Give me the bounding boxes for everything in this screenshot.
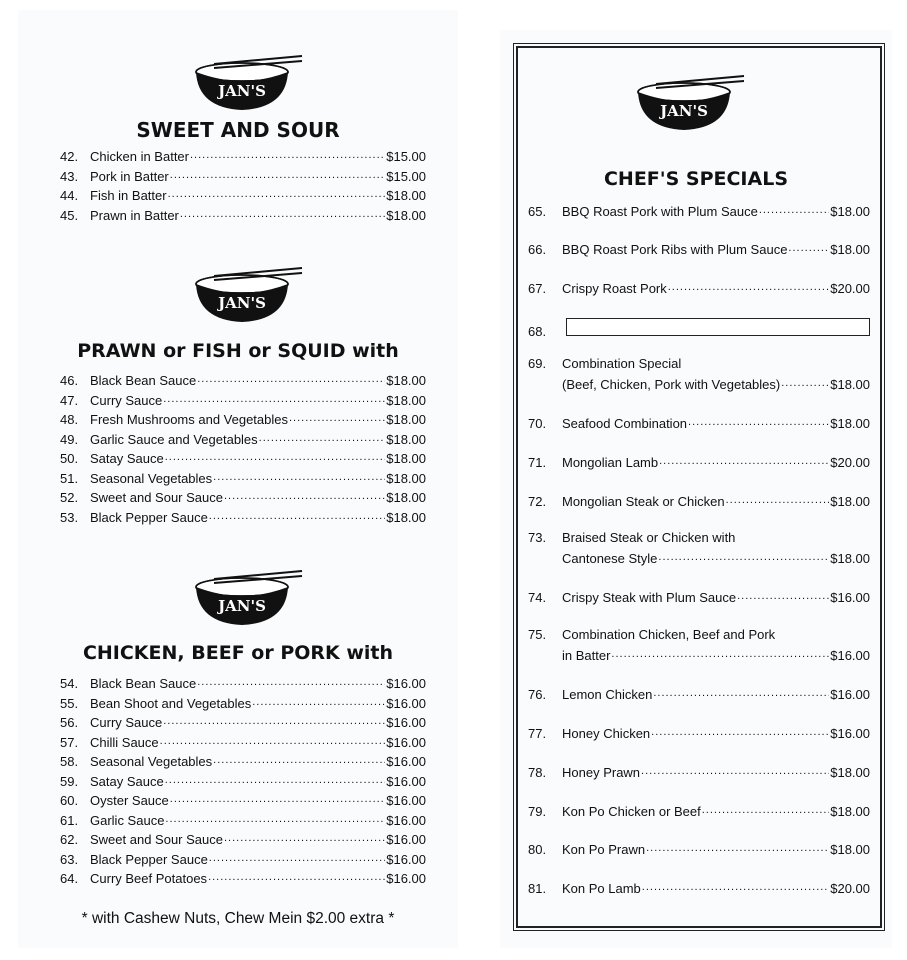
special-item-line [528,549,870,566]
item-price: $18.00 [386,490,426,505]
item-price: $16.00 [386,773,426,789]
bowl-chopsticks-icon [184,565,304,631]
item-number: 49. [60,431,79,447]
item-number: 69. [528,356,547,371]
menu-item [60,733,426,753]
dot-leader [688,414,829,428]
menu-item [60,830,426,850]
item-price: $18.00 [386,470,426,486]
item-name: Chilli Sauce [90,734,159,750]
menu-item [60,850,426,870]
dot-leader [180,206,385,220]
dot-leader [208,869,385,883]
item-name: Lemon Chicken [562,687,653,702]
item-name: Garlic Sauce and Vegetables [90,431,258,447]
item-number: 55. [60,695,79,711]
item-name: Seafood Combination [562,416,688,431]
item-price: $16.00 [386,832,426,847]
jans-logo [184,50,304,116]
item-name: Kon Po Chicken or Beef [562,804,701,819]
menu-item [60,449,426,469]
section-heading-chefs-specials: CHEF'S SPECIALS [603,168,789,190]
right-menu-page [500,30,892,948]
item-name: Honey Prawn [562,765,641,780]
special-item-line [528,646,870,663]
special-item [528,202,870,219]
item-price: $16.00 [386,715,426,730]
item-number: 73. [528,530,547,545]
special-item [528,724,870,741]
item-number: 65. [528,204,547,219]
dot-leader [611,646,829,660]
dot-leader [653,685,829,699]
item-number: 75. [528,627,547,642]
item-name: Chicken in Batter [90,149,189,164]
item-price: $16.00 [830,648,870,663]
special-item [528,530,870,566]
item-price: $18.00 [386,207,426,223]
bowl-chopsticks-icon [184,262,304,328]
section-heading-prawn-fish-squid: PRAWN or FISH or SQUID with [77,340,399,362]
item-price: $18.00 [386,412,426,427]
item-name: Mongolian Steak or Chicken [562,494,725,509]
special-item [528,318,870,339]
menu-item [60,488,426,508]
item-price: $18.00 [386,373,426,388]
special-item [528,802,870,819]
item-name: Garlic Sauce [90,812,165,828]
special-item [528,492,870,509]
menu-item [60,869,426,889]
dot-leader [213,752,385,766]
special-item-line [528,356,870,371]
item-name: Honey Chicken [562,726,651,741]
item-number: 74. [528,590,547,605]
special-item [528,627,870,663]
special-item-line [528,588,870,605]
item-name-continued: (Beef, Chicken, Pork with Vegetables) [562,377,781,392]
item-price: $16.00 [386,871,426,886]
dot-leader [642,879,829,893]
special-item [528,763,870,780]
item-number: 77. [528,726,547,741]
dot-leader [197,371,385,385]
special-item-line [528,763,870,780]
menu-item [60,811,426,831]
item-price: $18.00 [386,188,426,203]
item-number: 46. [60,373,79,388]
dot-leader [209,850,385,864]
dot-leader [190,147,385,161]
item-name: Crispy Steak with Plum Sauce [562,590,737,605]
special-item-line [528,414,870,431]
item-number: 53. [60,509,79,525]
prawn-fish-squid-list [60,371,426,527]
item-price: $16.00 [386,851,426,867]
item-name: Curry Beef Potatoes [90,871,208,886]
dot-leader [170,791,385,805]
dot-leader [197,674,385,688]
dot-leader [646,840,829,854]
item-number: 45. [60,207,79,223]
item-number: 72. [528,494,547,509]
special-item [528,414,870,431]
item-name: Seasonal Vegetables [90,754,213,769]
item-price: $16.00 [386,793,426,808]
section-heading-chicken-beef-pork: CHICKEN, BEEF or PORK with [82,642,394,664]
dot-leader [659,453,829,467]
dot-leader [641,763,829,777]
dot-leader [165,449,386,463]
special-item-line [528,453,870,470]
menu-item [60,694,426,714]
menu-item [60,391,426,411]
dot-leader [259,430,386,444]
special-item-line [528,685,870,702]
special-item-line [528,840,870,857]
item-price: $18.00 [830,804,870,819]
item-name: Black Bean Sauce [90,373,197,388]
item-number: 60. [60,793,79,808]
item-price: $20.00 [830,281,870,296]
section-heading-sweet-sour: SWEET AND SOUR [136,118,340,142]
item-price: $18.00 [830,416,870,431]
item-name: Black Pepper Sauce [90,509,208,525]
item-price: $18.00 [386,431,426,447]
special-item-line [528,375,870,392]
special-item-line [528,240,870,257]
menu-item [60,410,426,430]
dot-leader [737,588,829,602]
special-item [528,240,870,257]
dot-leader [668,279,829,293]
menu-item [60,167,426,187]
item-price: $16.00 [386,812,426,828]
item-price: $20.00 [830,881,870,896]
item-name: Black Bean Sauce [90,676,197,691]
dot-leader [252,694,385,708]
bowl-chopsticks-icon [626,70,746,136]
item-name: Curry Sauce [90,715,163,730]
left-menu-page [18,10,458,948]
special-item-line [528,279,870,296]
dot-leader [170,167,385,181]
special-item [528,879,870,896]
bowl-chopsticks-icon [184,50,304,116]
item-number: 81. [528,881,547,896]
item-price: $18.00 [386,451,426,466]
menu-item [60,713,426,733]
item-price: $18.00 [830,765,870,780]
item-name: Fresh Mushrooms and Vegetables [90,412,288,427]
item-number: 47. [60,392,79,408]
item-price: $16.00 [830,726,870,741]
logo-text: JAN'S [218,597,266,615]
item-number: 67. [528,281,547,296]
menu-item [60,674,426,694]
item-price: $18.00 [386,509,426,525]
chicken-beef-pork-list [60,674,426,889]
special-item-line [528,202,870,219]
sweet-sour-list [60,147,426,225]
special-item-line [528,492,870,509]
item-number: 68. [528,324,547,339]
item-name: Sweet and Sour Sauce [90,832,223,847]
item-name: Prawn in Batter [90,207,179,223]
item-number: 70. [528,416,547,431]
item-price: $20.00 [830,455,870,470]
dot-leader [165,811,385,825]
item-name: Mongolian Lamb [562,455,659,470]
special-item [528,840,870,857]
item-name: Satay Sauce [90,773,164,789]
dot-leader [702,802,829,816]
special-item [528,453,870,470]
item-price: $18.00 [830,377,870,392]
item-number: 43. [60,168,79,184]
item-number: 56. [60,715,79,730]
special-item [528,588,870,605]
item-name: Fish in Batter [90,188,167,203]
item-number: 59. [60,773,79,789]
item-name: Kon Po Prawn [562,842,646,857]
item-number: 44. [60,188,79,203]
special-item-line [528,530,870,545]
dot-leader [781,375,829,389]
special-item-line [528,724,870,741]
dot-leader [726,492,830,506]
item-price: $15.00 [386,168,426,184]
logo-text: JAN'S [218,82,266,100]
item-name: BBQ Roast Pork with Plum Sauce [562,204,758,219]
menu-item [60,147,426,167]
item-number: 42. [60,149,79,164]
dot-leader [759,202,829,216]
item-price: $18.00 [830,842,870,857]
item-number: 50. [60,451,79,466]
item-number: 71. [528,455,547,470]
item-number: 80. [528,842,547,857]
item-number: 51. [60,470,79,486]
jans-logo [184,262,304,328]
menu-item [60,469,426,489]
dot-leader [224,488,385,502]
item-price: $16.00 [386,676,426,691]
dot-leader [658,549,829,563]
menu-item [60,206,426,226]
item-name-continued: in Batter [562,648,611,663]
item-name: Pork in Batter [90,168,169,184]
dot-leader [160,733,386,747]
special-item [528,685,870,702]
item-name-continued: Cantonese Style [562,551,658,566]
item-name: Satay Sauce [90,451,164,466]
item-name: Kon Po Lamb [562,881,641,896]
menu-item [60,791,426,811]
special-item [528,356,870,392]
item-number: 48. [60,412,79,427]
dot-leader [651,724,829,738]
dot-leader [163,391,385,405]
item-name: Sweet and Sour Sauce [90,490,223,505]
item-name: Braised Steak or Chicken with [562,530,736,545]
item-price: $15.00 [386,149,426,164]
item-name: Curry Sauce [90,392,163,408]
item-number: 66. [528,242,547,257]
logo-text: JAN'S [218,294,266,312]
menu-item [60,430,426,450]
item-price: $18.00 [830,494,870,509]
item-number: 76. [528,687,547,702]
dot-leader [213,469,385,483]
menu-item [60,508,426,528]
dot-leader [163,713,385,727]
item-price: $16.00 [386,695,426,711]
special-item-line [528,627,870,642]
item-number: 52. [60,490,79,505]
footnote: * with Cashew Nuts, Chew Mein $2.00 extra * [81,910,395,927]
dot-leader [224,830,385,844]
item-name: BBQ Roast Pork Ribs with Plum Sauce [562,242,788,257]
menu-item [60,752,426,772]
item-price: $18.00 [386,392,426,408]
item-name: Seasonal Vegetables [90,470,213,486]
item-price: $16.00 [830,590,870,605]
menu-item [60,186,426,206]
menu-item [60,371,426,391]
item-number: 78. [528,765,547,780]
special-item-line [528,879,870,896]
item-price: $16.00 [386,754,426,769]
jans-logo [184,565,304,631]
blank-item-box [566,318,870,336]
jans-logo [626,70,746,136]
special-item-line [528,318,870,339]
item-price: $18.00 [830,242,870,257]
item-name: Combination Chicken, Beef and Pork [562,627,776,642]
dot-leader [788,240,829,254]
dot-leader [209,508,385,522]
item-price: $16.00 [386,734,426,750]
item-number: 54. [60,676,79,691]
item-name: Bean Shoot and Vegetables [90,695,252,711]
item-price: $18.00 [830,551,870,566]
item-number: 62. [60,832,79,847]
dot-leader [289,410,385,424]
dot-leader [165,772,386,786]
item-name: Black Pepper Sauce [90,851,208,867]
special-item [528,279,870,296]
logo-text: JAN'S [660,102,708,120]
menu-item [60,772,426,792]
item-number: 79. [528,804,547,819]
item-number: 57. [60,734,79,750]
item-price: $18.00 [830,204,870,219]
item-name: Oyster Sauce [90,793,169,808]
dot-leader [168,186,386,200]
item-number: 61. [60,812,79,828]
item-number: 58. [60,754,79,769]
item-name: Combination Special [562,356,682,371]
item-number: 64. [60,871,79,886]
item-number: 63. [60,851,79,867]
item-price: $16.00 [830,687,870,702]
special-item-line [528,802,870,819]
item-name: Crispy Roast Pork [562,281,667,296]
